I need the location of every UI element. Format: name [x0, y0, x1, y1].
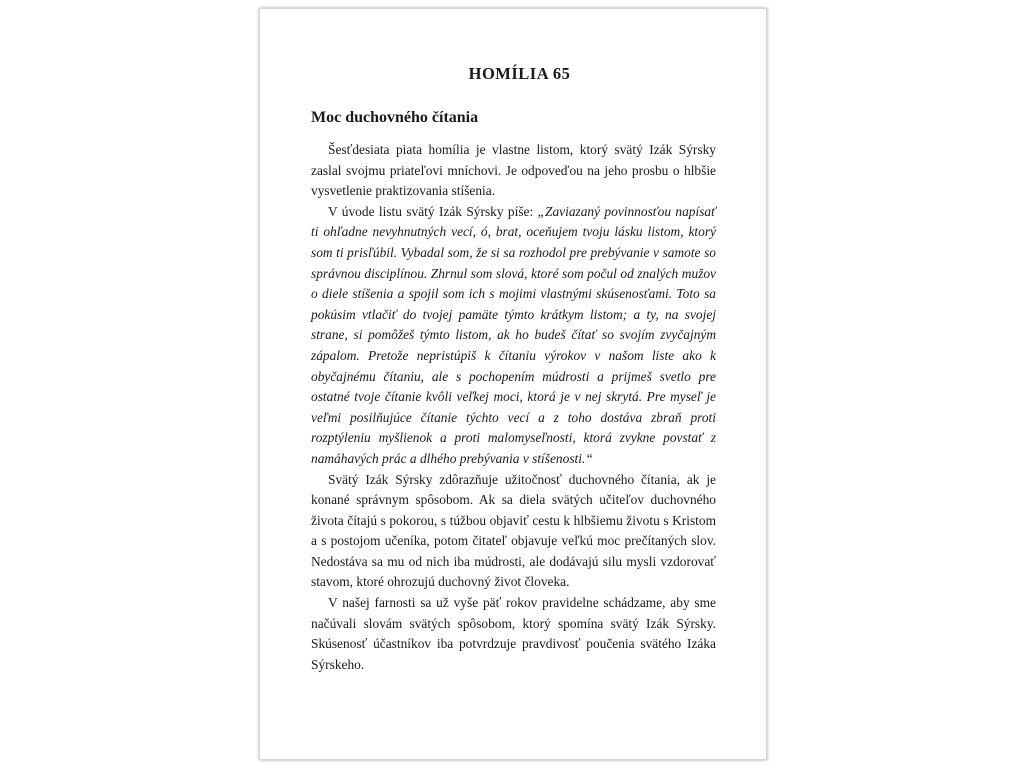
paragraph-1: Šesťdesiata piata homília je vlastne listom, ktorý svätý Izák Sýrsky zaslal svojmu priateľovi mníchovi. Je odpoveďou na jeho prosbu o hlbšie vysvetlenie praktizovania stíšenia. — [311, 142, 716, 199]
paragraph-4: V našej farnosti sa už vyše päť rokov pravidelne schádzame, aby sme načúvali slovám svätých spôsobom, ktorý spomína svätý Izák Sýrsky. Skúsenosť účastníkov iba potvrdzuje pravdivosť poučenia svätého Izáka Sýrskeho. — [311, 595, 716, 672]
chapter-title: HOMÍLIA 65 — [468, 64, 571, 83]
page-content — [311, 65, 716, 675]
section-title: Moc duchovného čítania — [311, 109, 479, 126]
paragraph-2 — [311, 202, 716, 470]
document-page — [259, 8, 767, 760]
paragraph-3: Svätý Izák Sýrsky zdôrazňuje užitočnosť duchovného čítania, ak je konané správnym spôsobom. Ak sa diela svätých učiteľov duchovného života čítajú s pokorou, s túžbou objaviť cestu k hlbšiemu životu s Kristom a s postojom učeníka, potom čitateľ objavuje veľkú moc prečítaných slov. Nedostáva sa mu od nich iba múdrosti, ale dodávajú silu mysli vzdorovať stavom, ktoré ohrozujú duchovný život človeka. — [311, 471, 716, 590]
paragraph-2-quote: „Zaviazaný povinnosťou napísať ti ohľadne nevyhnutných vecí, ó, brat, oceňujem tvoju lásku listom, ktorý som ti prisľúbil. Vybadal som, že si sa rozhodol pre prebývanie v samote so správnou disciplínou. Zhrnul som slová, ktoré som počul od znalých mužov o diele stíšenia a spojil som ich s mojimi vlastnými skúsenosťami. Toto sa pokúsim vtlačiť do tvojej pamäte týmto krátkym listom; a ty, na svojej strane, si pomôžeš týmto listom, ak ho budeš čítať so svojím zvyčajným zápalom. Pretože nepristúpiš k čítaniu výrokov v našom liste ako k obyčajnému čítaniu, ale s pochopením múdrosti a prijmeš svetlo pre ostatné tvoje čítanie kvôli veľkej moci, ktorá je v nej skrytá. Pre myseľ je veľmi posilňujúce čítanie týchto vecí a z toho dostáva zbraň proti rozptýleniu myšlienok a proti malomyseľnosti, ktorá zvykne povstať z namáhavých prác a dlhého prebývania v stíšenosti.“ — [311, 203, 716, 466]
paragraph-2-intro: V úvode listu svätý Izák Sýrsky píše: — [328, 203, 538, 219]
